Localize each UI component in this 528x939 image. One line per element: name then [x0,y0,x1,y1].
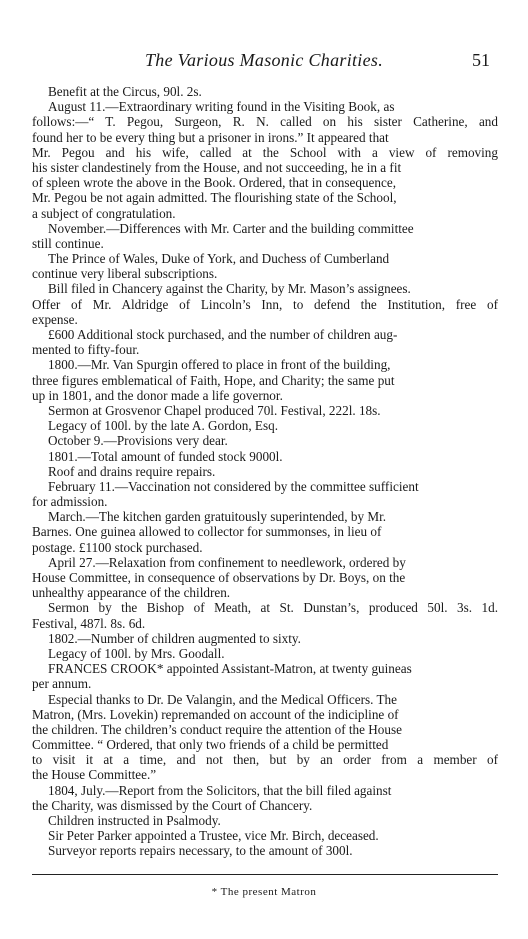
text-line: Benefit at the Circus, 90l. 2s. [48,84,202,99]
text-line: 1800.—Mr. Van Spurgin offered to place in front of the building, [48,357,391,373]
text-line: Children instructed in Psalmody. [48,813,221,828]
text-line: three figures emblematical of Faith, Hope, and Charity; the same put [32,372,395,388]
text-line: FRANCES CROOK* appointed Assistant-Matron, at twenty guineas [48,661,412,677]
text-line: Legacy of 100l. by Mrs. Goodall. [48,645,225,661]
text-line: August 11.—Extraordinary writing found in the Visiting Book, as [48,99,395,115]
text-line: April 27.—Relaxation from confinement to needlework, ordered by [48,554,406,570]
page-number: 51 [472,50,490,70]
running-title: The Various Masonic Charities. [144,50,383,70]
text-line: House Committee, in consequence of observations by Dr. Boys, on the [32,570,406,585]
text-line: Especial thanks to Dr. De Valangin, and the Medical Officers. The [48,691,398,707]
text-line: Sermon at Grosvenor Chapel produced 70l. Festival, 222l. 18s. [48,402,381,418]
text-line: a subject of congratulation. [32,205,176,221]
text-line: the House Committee.” [32,767,157,783]
text-line: unhealthy appearance of the children. [32,585,231,601]
text-line: 1802.—Number of children augmented to sixty. [48,630,301,646]
text-line: The Prince of Wales, Duke of York, and Duchess of Cumberland [48,251,390,267]
text-line: October 9.—Provisions very dear. [48,433,228,449]
text-line: Committee. “ Ordered, that only two friends of a child be permitted [32,737,389,753]
footnote-rule [32,874,498,875]
text-line: continue very liberal subscriptions. [32,266,218,282]
text-line: Barnes. One guinea allowed to collector for summonses, in lieu of [32,524,382,540]
text-line: the Charity, was dismissed by the Court of Chancery. [32,797,313,813]
text-line: Mr. Pegou and his wife, called at the School with a view of removing [32,144,498,160]
text-line: Festival, 487l. 8s. 6d. [32,615,146,631]
text-line: to visit it at a time, and not then, but by an order from a member of [32,752,498,768]
page-header [30,50,498,74]
text-line: £600 Additional stock purchased, and the number of children aug- [48,327,398,342]
text-line: Sir Peter Parker appointed a Trustee, vice Mr. Birch, deceased. [48,828,379,844]
text-line: of spleen wrote the above in the Book. Ordered, that in consequence, [32,175,397,191]
text-line: Mr. Pegou be not again admitted. The flourishing state of the School, [32,190,397,206]
footnote: * The present Matron [211,886,317,898]
text-line: February 11.—Vaccination not considered by the committee sufficient [48,478,419,494]
text-line: per annum. [32,676,92,692]
text-line: Roof and drains require repairs. [48,463,216,479]
text-line: still continue. [32,235,104,251]
text-line: postage. £1100 stock purchased. [32,539,203,555]
body-text [32,84,498,859]
text-line: up in 1801, and the donor made a life governor. [32,387,283,403]
text-line: Bill filed in Chancery against the Charity, by Mr. Mason’s assignees. [48,281,411,297]
text-line: found her to be every thing but a prisoner in irons.” It appeared that [32,129,389,145]
text-line: Sermon by the Bishop of Meath, at St. Dunstan’s, produced 50l. 3s. 1d. [48,600,498,616]
text-line: his sister clandestinely from the House, and not succeeding, he in a fit [32,159,402,175]
text-line: the children. The children’s conduct require the attention of the House [32,721,402,737]
text-line: 1804, July.—Report from the Solicitors, that the bill filed against [48,782,392,798]
text-line: for admission. [32,494,108,510]
text-line: Matron, (Mrs. Lovekin) repremanded on account of the indicipline of [32,706,399,722]
text-line: follows:—“ T. Pegou, Surgeon, R. N. called on his sister Catherine, and [32,114,498,130]
text-line: Surveyor reports repairs necessary, to the amount of 300l. [48,843,353,859]
text-line: Legacy of 100l. by the late A. Gordon, Esq. [48,418,278,434]
text-line: 1801.—Total amount of funded stock 9000l. [48,448,283,464]
text-line: November.—Differences with Mr. Carter and the building committee [48,220,414,236]
text-line: Offer of Mr. Aldridge of Lincoln’s Inn, to defend the Institution, free of [32,296,498,312]
text-line: mented to fifty-four. [32,342,140,358]
text-line: March.—The kitchen garden gratuitously superintended, by Mr. [48,509,387,525]
text-line: expense. [32,311,78,327]
